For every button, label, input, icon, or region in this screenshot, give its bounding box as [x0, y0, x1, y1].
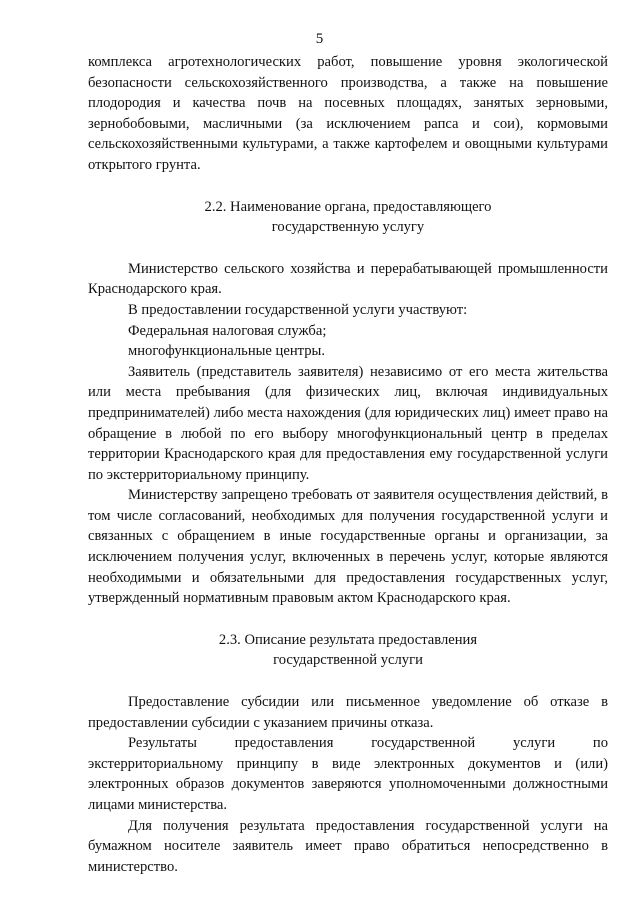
section-2-3-paragraph-paper: Для получения результата предоставления государственной услуги на бумажном носителе заявитель имеет право обратиться непосредственно в министерство.	[88, 817, 608, 875]
section-2-3-paragraph-electronic: Результаты предоставления государственной услуги по экстерриториальному принципу в виде электронных документов и (или) электронных образов документов заверяются уполномоченными должностными лицами министерства.	[88, 735, 608, 813]
section-2-3-heading	[88, 630, 608, 671]
section-2-2-paragraph-tax-service: Федеральная налоговая служба;	[128, 322, 327, 339]
section-2-2-heading	[88, 197, 608, 238]
section-2-2-paragraph-ministry: Министерство сельского хозяйства и перерабатывающей промышленности Краснодарского края.	[88, 260, 608, 298]
section-2-2-paragraph-applicant: Заявитель (представитель заявителя) независимо от его места жительства или места пребывания (для физических лиц, включая индивидуальных предпринимателей) либо места нахождения (для юридических лиц) имеет право на обращение в любой по его выбору многофункциональный центр в пределах территории Краснодарского края для предоставления ему государственной услуги по экстерриториальному принципу.	[88, 363, 608, 483]
section-2-3-heading-line-2: государственной услуги	[273, 652, 423, 669]
section-2-2-paragraph-prohibition: Министерству запрещено требовать от заявителя осуществления действий, в том числе согласований, необходимых для получения государственной услуги и связанных с обращением в иные государственные органы и организации, за исключением получения услуг, включенных в перечень услуг, которые являются необходимыми и обязательными для предоставления государственных услуг, утвержденный нормативным правовым актом Краснодарского края.	[88, 487, 608, 607]
page-number: 5	[315, 31, 324, 47]
section-2-2-paragraph-mfc: многофункциональные центры.	[128, 343, 325, 360]
intro-paragraph: комплекса агротехнологических работ, повышение уровня экологической безопасности сельскохозяйственного производства, а также на повышение плодородия и качества почв на посевных площадях, занятых зерновыми, зернобобовыми, масличными (за исключением рапса и сои), кормовыми сельскохозяйственными культурами, а также картофелем и овощными культурами открытого грунта.	[88, 54, 608, 173]
document-body	[88, 52, 608, 877]
section-2-2-heading-line-1: 2.2. Наименование органа, предоставляющего	[204, 198, 492, 215]
section-2-2-heading-line-2: государственную услугу	[271, 219, 425, 236]
section-2-3-heading-line-1: 2.3. Описание результата предоставления	[218, 631, 478, 648]
section-2-2-paragraph-participants: В предоставлении государственной услуги участвуют:	[128, 301, 468, 318]
section-2-3-paragraph-subsidy: Предоставление субсидии или письменное уведомление об отказе в предоставлении субсидии с указанием причины отказа.	[88, 694, 608, 731]
